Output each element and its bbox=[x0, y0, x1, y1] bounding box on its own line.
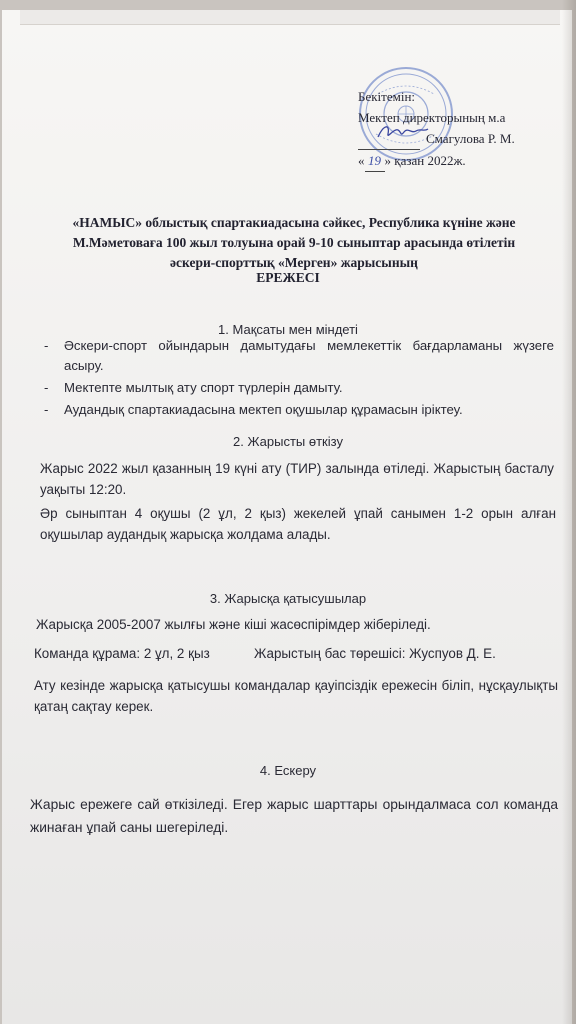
page-shadow bbox=[562, 0, 576, 1024]
date-rest: » қазан 2022ж. bbox=[384, 153, 466, 168]
section-2-paragraph-1: Жарыс 2022 жыл қазанның 19 күні ату (ТИР) залында өтіледі. Жарыстың басталу уақыты 12:20. bbox=[40, 461, 554, 497]
title-line: «НАМЫС» облыстық спартакиадасына сәйкес, Республика күніне және bbox=[72, 215, 516, 230]
section-4-paragraph: Жарыс ережеге сай өткізіледі. Егер жарыс шарттары орындалмаса сол команда жинаған ұпай саны шегеріледі. bbox=[30, 797, 558, 835]
rules-heading: ЕРЕЖЕСІ bbox=[256, 270, 320, 285]
title-line: М.Мәметоваға 100 жыл толуына орай 9-10 сыныптар арасында өтілетін bbox=[72, 235, 516, 250]
handwritten-signature bbox=[374, 122, 430, 142]
section-3-heading: 3. Жарысқа қатысушылар bbox=[209, 591, 367, 606]
list-item: - Әскери-спорт ойындарын дамытудағы мемлекеттік бағдарламаны жүзеге асыру. bbox=[44, 336, 554, 376]
chief-judge: Жарыстың бас төрешісі: Жуспуов Д. Е. bbox=[254, 646, 496, 661]
section-1-list bbox=[44, 336, 554, 422]
section-2-heading: 2. Жарысты өткізу bbox=[233, 434, 343, 449]
section-3-paragraph-2: Ату кезінде жарысқа қатысушы командалар қауіпсіздік ережесін біліп, нұсқаулықты қатаң сақтау керек. bbox=[34, 678, 558, 714]
list-item: - Аудандық спартакиадасына мектеп оқушылар құрамасын іріктеу. bbox=[44, 400, 554, 420]
approval-date bbox=[358, 150, 515, 172]
section-1-heading: 1. Мақсаты мен міндеті bbox=[218, 322, 358, 337]
title-line: әскери-спорттық «Мерген» жарысының bbox=[170, 255, 418, 270]
approval-label: Бекітемін: bbox=[358, 89, 416, 104]
approval-name: Смагулова Р. М. bbox=[426, 131, 515, 146]
page-edge bbox=[20, 10, 560, 25]
section-3-paragraph-1: Жарысқа 2005-2007 жылғы және кіші жасөспірімдер жіберіледі. bbox=[36, 617, 431, 632]
section-4-heading: 4. Ескеру bbox=[259, 763, 317, 778]
section-2-paragraph-2: Әр сыныптан 4 оқушы (2 ұл, 2 қыз) жекелей ұпай санымен 1-2 орын алған оқушылар аудандық жарысқа жолдама алады. bbox=[40, 506, 556, 542]
approval-position: Мектеп директорының м.а bbox=[358, 110, 506, 125]
list-item: - Мектепте мылтық ату спорт түрлерін дамыту. bbox=[44, 378, 554, 398]
team-composition: Команда құрама: 2 ұл, 2 қыз bbox=[34, 646, 210, 661]
approval-day: 19 bbox=[365, 150, 385, 172]
document-title bbox=[24, 213, 564, 273]
date-open-quote: « bbox=[358, 153, 365, 168]
